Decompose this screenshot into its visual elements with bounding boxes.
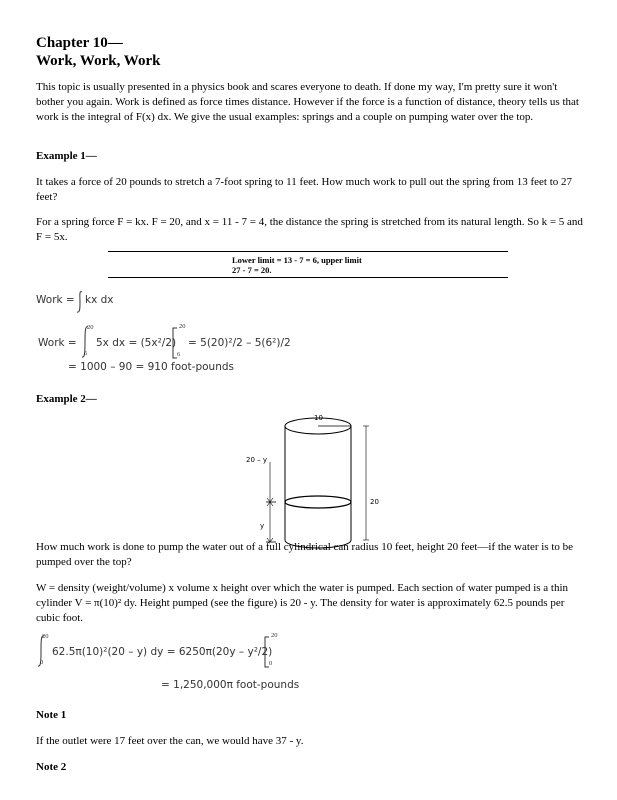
limits-table — [108, 251, 508, 278]
intro-paragraph: This topic is usually presented in a physics book and scares everyone to death. If done my way, I'm pretty sure it won't bother you again. Work is defined as force times distance. However if the force is a function of distance, theory tells us that work is the integral of F(x) dx. We give the usual examples: springs and a couple on pumping water over the top. — [36, 81, 579, 123]
cylinder-figure — [246, 412, 396, 558]
work-integral-evaluated — [36, 325, 356, 359]
example2-heading: Example 2— — [36, 393, 97, 405]
eq2-bar-lower: 6 — [177, 351, 181, 358]
pump-result: = 1,250,000π foot-pounds — [161, 679, 300, 691]
example1-problem: It takes a force of 20 pounds to stretch a 7-foot spring to 11 feet. How much work to pull out the spring from 13 feet to 27 feet? — [36, 176, 573, 203]
example1-explanation: For a spring force F = kx. F = 20, and x = 11 - 7 = 4, the distance the spring is stretched from its natural length. So k = 5 and F = 5x. — [36, 216, 583, 243]
integral-sign-icon — [75, 290, 85, 314]
example1-heading: Example 1— — [36, 150, 97, 162]
pump-upper-limit: 20 — [42, 633, 49, 640]
limits-line-2: 27 - 7 = 20. — [232, 265, 272, 275]
pump-work-integral — [36, 634, 336, 668]
upper-segment-label: 20 – y — [246, 456, 267, 464]
chapter-number: Chapter 10— — [36, 35, 123, 51]
pump-lower-limit: 0 — [40, 659, 44, 666]
eq1-integrand: kx dx — [85, 294, 114, 306]
height-label: 20 — [370, 498, 379, 506]
eq2-result: = 5(20)²/2 – 5(6²)/2 — [188, 337, 291, 349]
radius-label: 10 — [314, 414, 323, 422]
note1-heading: Note 1 — [36, 709, 67, 721]
chapter-heading — [36, 34, 584, 70]
lower-segment-label: y — [260, 522, 265, 530]
example2-problem: How much work is done to pump the water out of a full cylindrical can radius 10 feet, height 20 feet—if the water is to be pumped over the top? — [36, 541, 574, 568]
pump-integrand: 62.5π(10)²(20 – y) dy = 6250π(20y – y²/2) — [52, 646, 273, 658]
work-integral-general — [36, 290, 236, 314]
eq2-upper-limit: 20 — [87, 324, 94, 331]
cylinder-drawing — [246, 412, 396, 558]
limits-line-1: Lower limit = 13 - 7 = 6, upper limit — [232, 255, 362, 265]
note2-heading: Note 2 — [36, 761, 67, 773]
eq2-lower-limit: 6 — [84, 350, 88, 357]
eq1-work-label: Work = — [36, 294, 75, 306]
eq3-result: = 1000 – 90 = 910 foot-pounds — [68, 361, 234, 373]
example2-explanation: W = density (weight/volume) x volume x height over which the water is pumped. Each section of water pumped is a thin cylinder V = π(10)² dy. Height pumped (see the figure) is 20 - y. The density for water is approximately 62.5 pounds per cubic foot. — [36, 582, 569, 624]
chapter-title: Work, Work, Work — [36, 53, 161, 69]
pump-bar-upper: 20 — [271, 632, 278, 639]
eq2-integrand: 5x dx = (5x²/2) — [96, 337, 177, 349]
eq2-bar-upper: 20 — [179, 323, 186, 330]
note1-text: If the outlet were 17 feet over the can, we would have 37 - y. — [36, 735, 304, 747]
pump-bar-lower: 0 — [269, 660, 273, 667]
eq2-work-label: Work = — [38, 337, 77, 349]
